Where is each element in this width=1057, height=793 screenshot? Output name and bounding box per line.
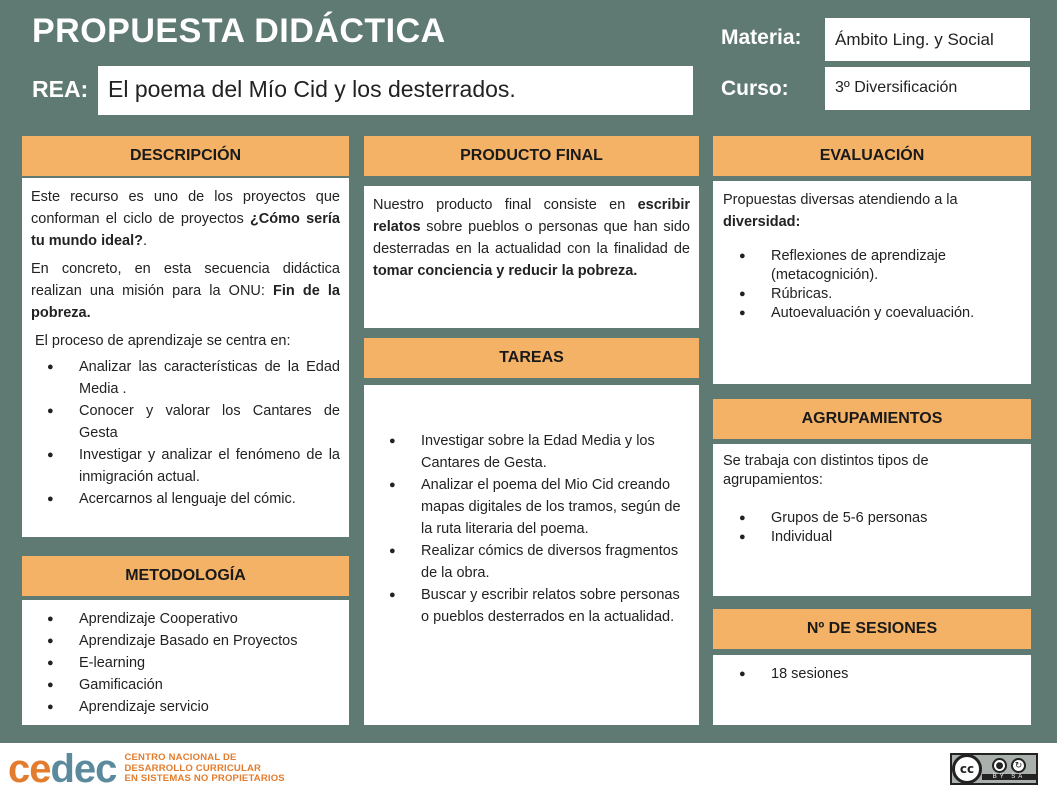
cedec-subtitle: CENTRO NACIONAL DE DESARROLLO CURRICULAR EN SISTEMAS NO PROPIETARIOS	[124, 752, 285, 785]
cedec-logo[interactable]	[8, 749, 285, 789]
agrupamientos-list	[723, 509, 1021, 547]
materia-value: Ámbito Ling. y Social	[825, 18, 1030, 61]
evaluacion-panel	[713, 181, 1031, 384]
list-item: ● 18 sesiones	[723, 663, 1021, 685]
list-item: ● Rúbricas.	[723, 285, 1021, 304]
list-item: ● Individual	[723, 528, 1021, 547]
list-item: ● E-learning	[31, 652, 340, 674]
tareas-panel	[364, 385, 699, 725]
list-item: ● Reflexiones de aprendizaje (metacognición).	[723, 247, 1021, 285]
agrupamientos-panel	[713, 444, 1031, 596]
list-item: ● Analizar el poema del Mio Cid creando mapas digitales de los tramos, según de la ruta literaria del poema.	[373, 474, 690, 540]
rea-label: REA:	[32, 76, 89, 102]
list-item: ● Autoevaluación y coevaluación.	[723, 304, 1021, 323]
list-item: ● Aprendizaje Cooperativo	[31, 608, 340, 630]
materia-label: Materia:	[721, 26, 802, 49]
page-title: PROPUESTA DIDÁCTICA	[32, 12, 446, 50]
list-item: ● Grupos de 5-6 personas	[723, 509, 1021, 528]
footer	[0, 743, 1057, 793]
cc-license-badge[interactable]	[950, 753, 1038, 785]
descripcion-p2: En concreto, en esta secuencia didáctica realizan una misión para la ONU: Fin de la pobreza.	[31, 261, 340, 321]
evaluacion-intro: Propuestas diversas atendiendo a la diversidad:	[723, 192, 958, 230]
descripcion-list	[31, 356, 340, 510]
list-item: ● Acercarnos al lenguaje del cómic.	[31, 488, 340, 510]
curso-value: 3º Diversificación	[825, 67, 1030, 110]
list-item: ● Investigar y analizar el fenómeno de la inmigración actual.	[31, 444, 340, 488]
metodologia-list	[31, 608, 340, 718]
descripcion-p1: Este recurso es uno de los proyectos que conforman el ciclo de proyectos ¿Cómo sería tu mundo ideal?.	[31, 189, 340, 249]
list-item: ● Conocer y valorar los Cantares de Gesta	[31, 400, 340, 444]
sesiones-list	[723, 663, 1021, 685]
descripcion-panel	[22, 178, 349, 537]
metodologia-panel	[22, 600, 349, 725]
list-item: ● Aprendizaje Basado en Proyectos	[31, 630, 340, 652]
agrupamientos-heading: AGRUPAMIENTOS	[713, 399, 1031, 439]
agrupamientos-intro: Se trabaja con distintos tipos de agrupamientos:	[723, 453, 929, 488]
cc-license-text: BY SA	[982, 774, 1036, 780]
sesiones-heading: Nº DE SESIONES	[713, 609, 1031, 649]
list-item: ● Investigar sobre la Edad Media y los Cantares de Gesta.	[373, 430, 690, 474]
evaluacion-heading: EVALUACIÓN	[713, 136, 1031, 176]
cedec-wordmark: cedec	[8, 747, 117, 791]
list-item: ● Aprendizaje servicio	[31, 696, 340, 718]
list-item: ● Gamificación	[31, 674, 340, 696]
tareas-heading: TAREAS	[364, 338, 699, 378]
rea-value: El poema del Mío Cid y los desterrados.	[98, 66, 693, 115]
tareas-list	[373, 430, 690, 628]
producto-final-heading: PRODUCTO FINAL	[364, 136, 699, 176]
cc-icon: cc	[952, 754, 982, 784]
evaluacion-list	[723, 247, 1021, 323]
curso-label: Curso:	[721, 77, 789, 100]
producto-final-panel: Nuestro producto final consiste en escribir relatos sobre pueblos o personas que han sido desterradas en la actualidad con la finalidad de tomar conciencia y reducir la pobreza.	[364, 186, 699, 328]
descripcion-heading: DESCRIPCIÓN	[22, 136, 349, 176]
descripcion-p3: El proceso de aprendizaje se centra en:	[35, 333, 291, 349]
list-item: ● Analizar las características de la Edad Media .	[31, 356, 340, 400]
sa-icon: ↻	[1011, 758, 1026, 773]
by-icon: ●	[992, 758, 1007, 773]
list-item: ● Buscar y escribir relatos sobre personas o pueblos desterrados en la actualidad.	[373, 584, 690, 628]
metodologia-heading: METODOLOGÍA	[22, 556, 349, 596]
list-item: ● Realizar cómics de diversos fragmentos de la obra.	[373, 540, 690, 584]
sesiones-panel	[713, 655, 1031, 725]
